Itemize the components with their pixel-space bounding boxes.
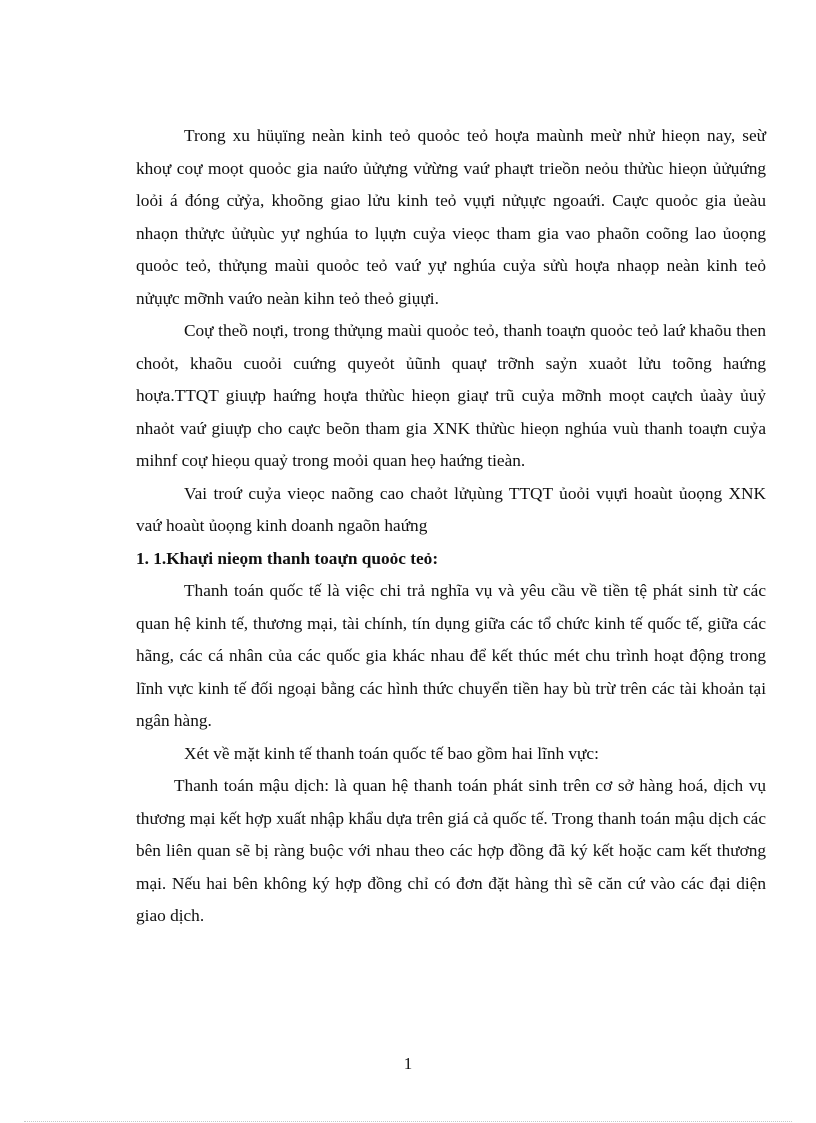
definition-paragraph: Thanh toán quốc tế là việc chi trả nghĩa vụ và yêu cầu về tiền tệ phát sinh từ các quan hệ kinh tế, thương mại, tài chính, tín dụng giữa các tổ chức kinh tế quốc tế, giữa các hãng, các cá nhân của các quốc gia khác nhau để kết thúc mét chu trình hoạt động trong lĩnh vực kinh tế đối ngoại bằng các hình thức chuyển tiền hay bù trừ trên các tài khoản tại ngân hàng.	[136, 581, 766, 730]
section-heading: 1. 1.Khaựi nieọm thanh toaựn quoỏc teỏ:	[136, 548, 439, 568]
importance-paragraph: Vai troứ cuỷa vieọc naõng cao chaỏt lửụùng TTQT ủoỏi vụựi hoaùt ủoọng XNK vaứ hoaùt ủoọng kinh doanh ngaõn haứng	[136, 483, 766, 535]
role-paragraph: Coự theồ noựi, trong thửụng maùi quoỏc teỏ, thanh toaựn quoỏc teỏ laứ khaõu then choỏt, khaõu cuoỏi cuứng quyeỏt ủũnh quaự trỡnh saỷn xuaỏt lửu toõng haứng hoựa.TTQT giuựp haứng hoựa thửùc hieọn giaự trũ cuỷa mỡnh moọt caựch ủaày ủuỷ nhaỏt vaứ giuựp cho caực beõn tham gia XNK thửùc hieọn nghúa vuù thanh toaựn cuỷa mihnf coự hieọu quaỷ trong moỏi quan heọ haứng tieàn.	[136, 321, 766, 470]
scope-paragraph: Xét về mặt kinh tế thanh toán quốc tế bao gồm hai lĩnh vực:	[184, 743, 599, 763]
trade-payment-paragraph: Thanh toán mậu dịch: là quan hệ thanh toán phát sinh trên cơ sở hàng hoá, dịch vụ thương mại kết hợp xuất nhập khẩu dựa trên giá cả quốc tế. Trong thanh toán mậu dịch các bên liên quan sẽ bị ràng buộc với nhau theo các hợp đồng đã ký kết hoặc cam kết thương mại. Nếu hai bên không ký hợp đồng chỉ có đơn đặt hàng thì sẽ căn cứ vào các đại diện giao dịch.	[136, 776, 766, 925]
page-number: 1	[403, 1054, 413, 1073]
page-body	[136, 120, 766, 933]
intro-paragraph: Trong xu hüụïng neàn kinh teỏ quoỏc teỏ hoựa maùnh meừ nhử hieọn nay, seừ khoự coự moọt quoỏc gia naứo ủửựng vửừng vaứ phaựt trieồn neỏu thửùc hieọn ủửụứng loỏi á đóng cửỷa, khoõng giao lửu kinh teỏ vụựi nửụực ngoaứi. Caực quoỏc gia ủeàu nhaọn thửực ủửụùc yự nghúa to lụựn cuỷa vieọc tham gia vao phaõn coõng lao ủoọng quoỏc teỏ, thửụng maùi quoỏc teỏ vaứ yự nghúa cuỷa sửù hoựa nhaọp neàn kinh teỏ nửụực mỡnh vaứo neàn kihn teỏ theỏ giụựi.	[136, 126, 766, 308]
page-bottom-rule	[24, 1121, 792, 1122]
